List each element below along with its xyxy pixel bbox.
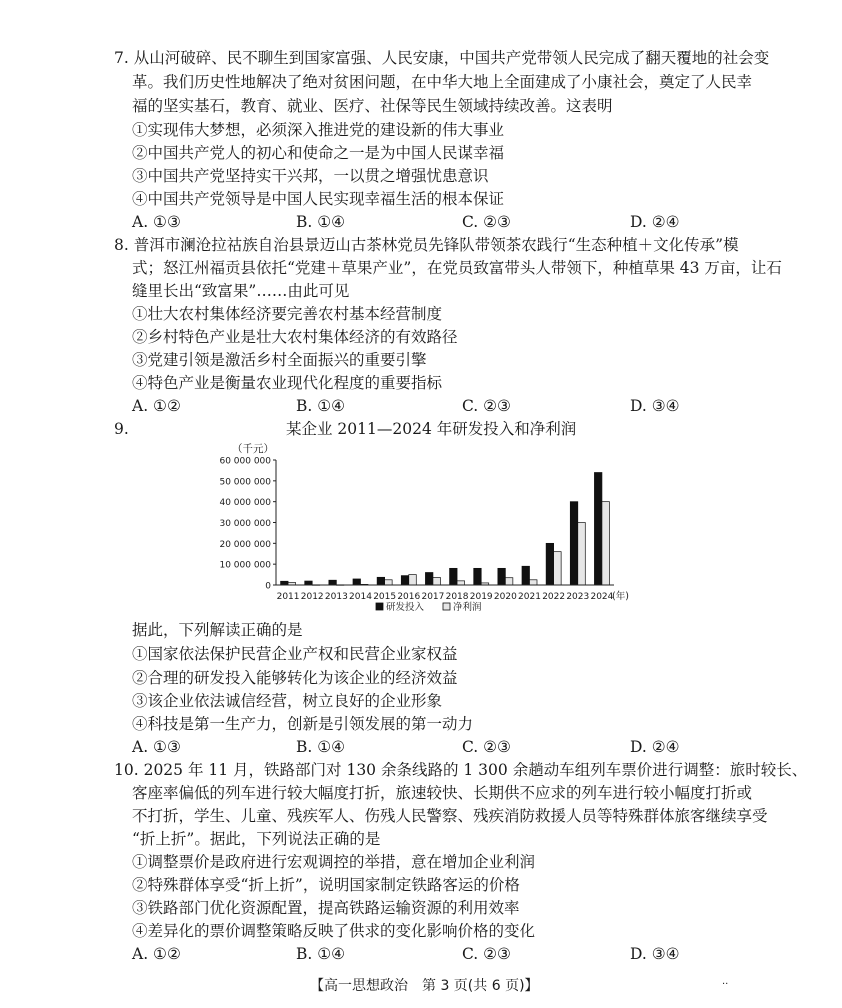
bar-rd-2018 bbox=[450, 568, 458, 585]
bar-rd-2012 bbox=[305, 581, 313, 585]
x-tick-label: 2013 bbox=[324, 592, 348, 602]
x-tick-label: 2019 bbox=[469, 592, 493, 602]
q8-choice-4: ④特色产业是衡量农业现代化程度的重要指标 bbox=[132, 374, 443, 392]
q8-option-c[interactable]: C. ②③ bbox=[462, 397, 511, 415]
bar-profit-2015 bbox=[385, 580, 393, 585]
q9-bar-chart bbox=[0, 440, 842, 620]
q7-line-1: 7. 从山河破碎、民不聊生到国家富强、人民安康，中国共产党带领人民完成了翻天覆地的社会变 bbox=[114, 49, 770, 67]
bar-profit-2022 bbox=[554, 552, 562, 585]
x-tick-label: 2018 bbox=[445, 592, 469, 602]
x-tick-label: 2017 bbox=[421, 592, 445, 602]
q9-choice-3: ③该企业依法诚信经营，树立良好的企业形象 bbox=[132, 692, 443, 710]
page-footer: 【高一思想政治 第 3 页(共 6 页)】 bbox=[310, 978, 539, 994]
bar-rd-2017 bbox=[425, 573, 433, 586]
q7-choice-1: ①实现伟大梦想，必须深入推进党的建设新的伟大事业 bbox=[132, 121, 505, 139]
chart-unit-label: （千元） bbox=[232, 443, 274, 455]
x-tick-label: 2024 bbox=[590, 592, 614, 602]
bar-profit-2021 bbox=[530, 580, 538, 585]
q7-choice-2: ②中国共产党人的初心和使命之一是为中国人民谋幸福 bbox=[132, 144, 505, 162]
q9-option-b[interactable]: B. ①④ bbox=[296, 738, 346, 756]
q8-choice-1: ①壮大农村集体经济要完善农村基本经营制度 bbox=[132, 305, 443, 323]
q10-line-1: 10. 2025 年 11 月，铁路部门对 130 余条线路的 1 300 余趟动车组列车票价进行调整：旅时较长、 bbox=[114, 761, 808, 779]
q10-line-2: 客座率偏低的列车进行较大幅度打折，旅速较快、长期供不应求的列车进行较小幅度打折或 bbox=[132, 784, 753, 802]
chart-legend bbox=[376, 601, 482, 613]
x-tick-label: 2012 bbox=[300, 592, 324, 602]
q7-option-d[interactable]: D. ②④ bbox=[630, 213, 680, 231]
legend-label-profit: 净利润 bbox=[453, 602, 482, 613]
x-tick-label: 2022 bbox=[542, 592, 566, 602]
bar-rd-2023 bbox=[570, 502, 578, 585]
q7-option-b[interactable]: B. ①④ bbox=[296, 213, 346, 231]
q9-option-d[interactable]: D. ②④ bbox=[630, 738, 680, 756]
chart-title: 某企业 2011—2024 年研发投入和净利润 bbox=[286, 420, 577, 438]
x-tick-label: 2023 bbox=[566, 592, 590, 602]
legend-swatch-profit bbox=[443, 603, 450, 610]
bar-profit-2020 bbox=[505, 578, 513, 585]
q9-choice-4: ④科技是第一生产力，创新是引领发展的第一动力 bbox=[132, 715, 474, 733]
y-tick-label: 60 000 000 bbox=[219, 456, 271, 467]
q8-line-2: 式；怒江州福贡县依托“党建＋草果产业”，在党员致富带头人带领下，种植草果 43 万亩，让石 bbox=[132, 259, 782, 277]
x-axis-unit: (年) bbox=[612, 591, 629, 602]
q10-choice-4: ④差异化的票价调整策略反映了供求的变化影响价格的变化 bbox=[132, 922, 536, 940]
bar-rd-2024 bbox=[594, 473, 602, 586]
bar-profit-2017 bbox=[433, 578, 441, 586]
q9-choice-1: ①国家依法保护民营企业产权和民营企业家权益 bbox=[132, 645, 458, 663]
q9-option-a[interactable]: A. ①③ bbox=[132, 738, 181, 756]
legend-swatch-rd bbox=[376, 603, 383, 610]
q8-line-3: 缝里长出“致富果”……由此可见 bbox=[132, 282, 350, 300]
y-tick-label: 40 000 000 bbox=[219, 498, 271, 509]
q10-choice-2: ②特殊群体享受“折上折”，说明国家制定铁路客运的价格 bbox=[132, 876, 520, 894]
legend-label-rd: 研发投入 bbox=[386, 602, 425, 613]
bar-rd-2021 bbox=[522, 566, 530, 585]
q8-choice-3: ③党建引领是激活乡村全面振兴的重要引擎 bbox=[132, 351, 427, 369]
q10-option-c[interactable]: C. ②③ bbox=[462, 945, 511, 963]
bar-profit-2018 bbox=[457, 581, 465, 585]
bar-rd-2016 bbox=[401, 576, 409, 585]
q9-number: 9. bbox=[114, 420, 129, 438]
q7-choice-4: ④中国共产党领导是中国人民实现幸福生活的根本保证 bbox=[132, 190, 505, 208]
q10-line-4: “折上折”。据此，下列说法正确的是 bbox=[132, 830, 381, 848]
x-tick-label: 2011 bbox=[276, 592, 300, 602]
q7-line-3: 福的坚实基石，教育、就业、医疗、社保等民生领域持续改善。这表明 bbox=[132, 97, 613, 115]
q10-option-b[interactable]: B. ①④ bbox=[296, 945, 346, 963]
bar-rd-2013 bbox=[329, 580, 337, 585]
bar-rd-2015 bbox=[377, 577, 385, 585]
footer-mark: ·· bbox=[722, 979, 729, 990]
bar-profit-2024 bbox=[602, 502, 610, 585]
q10-choice-1: ①调整票价是政府进行宏观调控的举措，意在增加企业利润 bbox=[132, 853, 536, 871]
bar-rd-2019 bbox=[474, 568, 482, 585]
q8-option-a[interactable]: A. ①② bbox=[132, 397, 181, 415]
y-tick-label: 50 000 000 bbox=[219, 477, 271, 488]
x-tick-label: 2021 bbox=[518, 592, 541, 602]
q10-choice-3: ③铁路部门优化资源配置，提高铁路运输资源的利用效率 bbox=[132, 899, 520, 917]
q7-option-a[interactable]: A. ①③ bbox=[132, 213, 181, 231]
q8-option-b[interactable]: B. ①④ bbox=[296, 397, 346, 415]
q10-line-3: 不打折，学生、儿童、残疾军人、伤残人民警察、残疾消防救援人员等特殊群体旅客继续享受 bbox=[132, 807, 768, 825]
bar-rd-2014 bbox=[353, 579, 361, 585]
x-tick-label: 2015 bbox=[373, 592, 397, 602]
bar-rd-2022 bbox=[546, 543, 554, 585]
x-tick-label: 2014 bbox=[349, 592, 372, 602]
bar-rd-2020 bbox=[498, 568, 506, 585]
bar-profit-2023 bbox=[578, 523, 586, 586]
q10-option-a[interactable]: A. ①② bbox=[132, 945, 181, 963]
y-tick-label: 0 bbox=[265, 581, 271, 592]
y-tick-label: 30 000 000 bbox=[219, 519, 271, 529]
q7-line-2: 革。我们历史性地解决了绝对贫困问题，在中华大地上全面建成了小康社会，奠定了人民幸 bbox=[132, 73, 753, 91]
q9-choice-2: ②合理的研发投入能够转化为该企业的经济效益 bbox=[132, 669, 458, 687]
y-tick-label: 20 000 000 bbox=[219, 539, 271, 550]
q7-option-c[interactable]: C. ②③ bbox=[462, 213, 511, 231]
x-tick-label: 2020 bbox=[493, 592, 517, 602]
q8-line-1: 8. 普洱市澜沧拉祜族自治县景迈山古茶林党员先锋队带领茶农践行“生态种植＋文化传承”模 bbox=[114, 236, 739, 254]
q10-option-d[interactable]: D. ③④ bbox=[630, 945, 680, 963]
q9-stem: 据此，下列解读正确的是 bbox=[132, 621, 303, 639]
y-tick-label: 10 000 000 bbox=[219, 560, 271, 571]
q7-choice-3: ③中国共产党坚持实干兴邦，一以贯之增强忧患意识 bbox=[132, 167, 489, 185]
q8-choice-2: ②乡村特色产业是壮大农村集体经济的有效路径 bbox=[132, 328, 458, 346]
bar-profit-2016 bbox=[409, 575, 417, 585]
q9-option-c[interactable]: C. ②③ bbox=[462, 738, 511, 756]
q8-option-d[interactable]: D. ③④ bbox=[630, 397, 680, 415]
x-tick-label: 2016 bbox=[397, 592, 421, 602]
bar-rd-2011 bbox=[281, 581, 289, 585]
